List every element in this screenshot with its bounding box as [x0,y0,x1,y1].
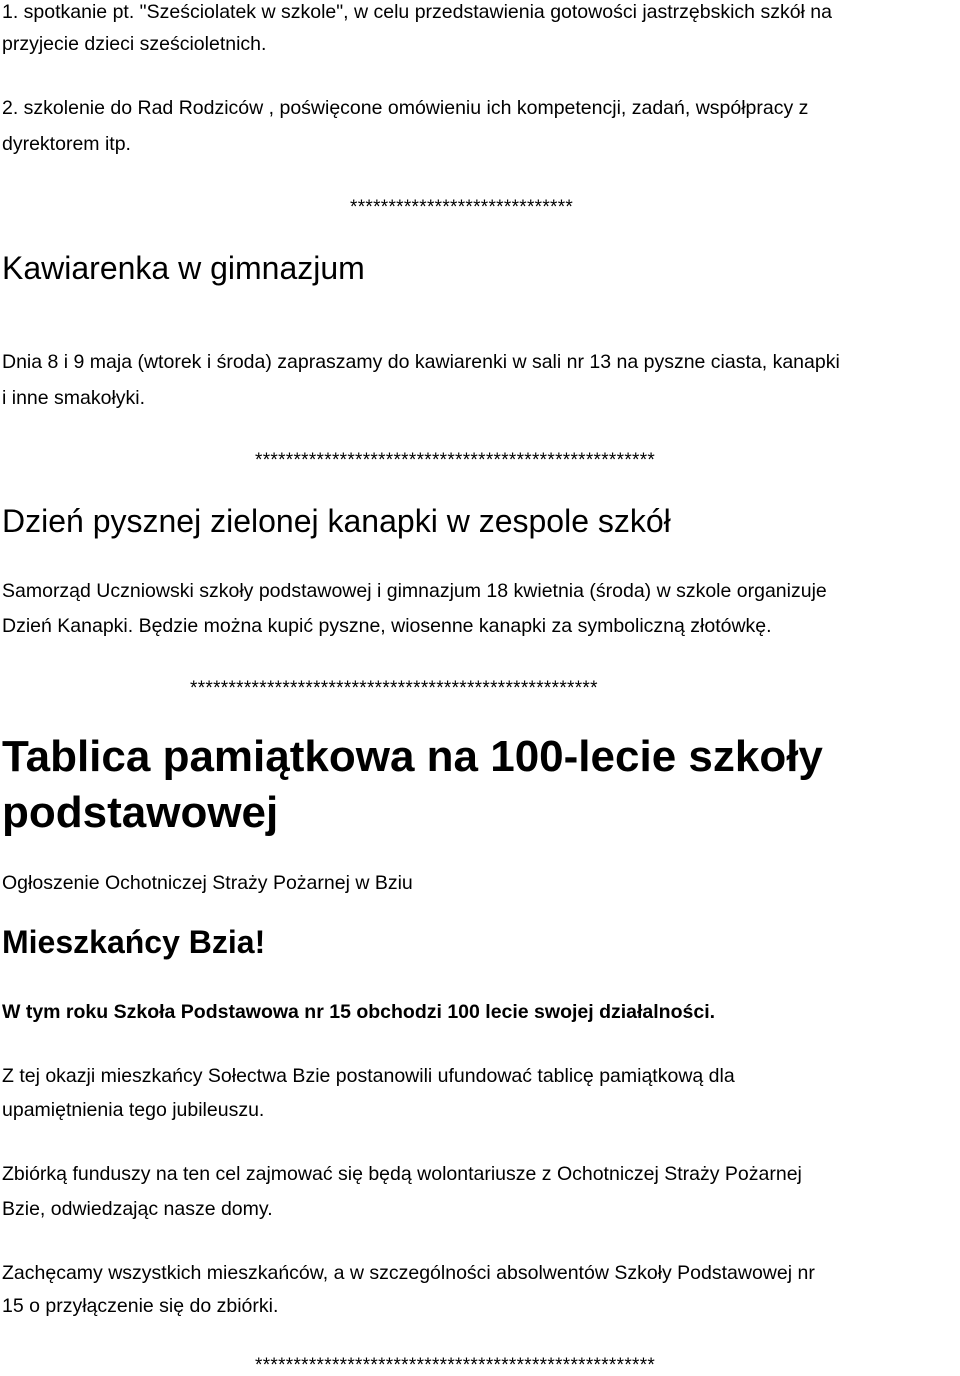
kanapka-text-line-2: Dzień Kanapki. Będzie można kupić pyszne, wiosenne kanapki za symboliczną złotówkę. [2,615,772,637]
tablica-paragraph-2-line-1: Zbiórką funduszy na ten cel zajmować się będą wolontariusze z Ochotniczej Straży Pożarnej [2,1163,802,1185]
kanapka-heading: Dzień pysznej zielonej kanapki w zespole szkół [2,503,671,539]
list-item-2-line-2: dyrektorem itp. [2,133,131,155]
tablica-greeting: Mieszkańcy Bzia! [2,924,266,960]
separator-3: ***************************************************** [190,678,598,699]
separator-2: **************************************************** [255,450,656,471]
kawiarenka-text-line-1: Dnia 8 i 9 maja (wtorek i środa) zapraszamy do kawiarenki w sali nr 13 na pyszne ciasta, kanapki [2,351,840,373]
kanapka-text-line-1: Samorząd Uczniowski szkoły podstawowej i gimnazjum 18 kwietnia (środa) w szkole organizuje [2,580,827,602]
kawiarenka-heading: Kawiarenka w gimnazjum [2,250,365,286]
tablica-paragraph-1-line-2: upamiętnienia tego jubileuszu. [2,1099,265,1121]
tablica-paragraph-3-line-1: Zachęcamy wszystkich mieszkańców, a w szczególności absolwentów Szkoły Podstawowej nr [2,1262,815,1284]
separator-4: **************************************************** [255,1355,656,1376]
tablica-subtitle: Ogłoszenie Ochotniczej Straży Pożarnej w Bziu [2,872,413,894]
tablica-heading: Tablica pamiątkowa na 100-lecie szkoły podstawowej [2,732,823,837]
list-item-2-line-1: 2. szkolenie do Rad Rodziców , poświęcone omówieniu ich kompetencji, zadań, współpracy z [2,97,809,119]
tablica-bold-line: W tym roku Szkoła Podstawowa nr 15 obchodzi 100 lecie swojej działalności. [2,1001,716,1023]
list-item-1-line-2: przyjecie dzieci sześcioletnich. [2,33,267,55]
tablica-paragraph-1-line-1: Z tej okazji mieszkańcy Sołectwa Bzie postanowili ufundować tablicę pamiątkową dla [2,1065,735,1087]
kawiarenka-text-line-2: i inne smakołyki. [2,387,146,409]
separator-1: ***************************** [350,197,574,218]
tablica-paragraph-3-line-2: 15 o przyłączenie się do zbiórki. [2,1295,279,1317]
tablica-paragraph-2-line-2: Bzie, odwiedzając nasze domy. [2,1198,273,1220]
list-item-1-line-1: 1. spotkanie pt. "Sześciolatek w szkole", w celu przedstawienia gotowości jastrzębskich szkół na [2,1,832,23]
